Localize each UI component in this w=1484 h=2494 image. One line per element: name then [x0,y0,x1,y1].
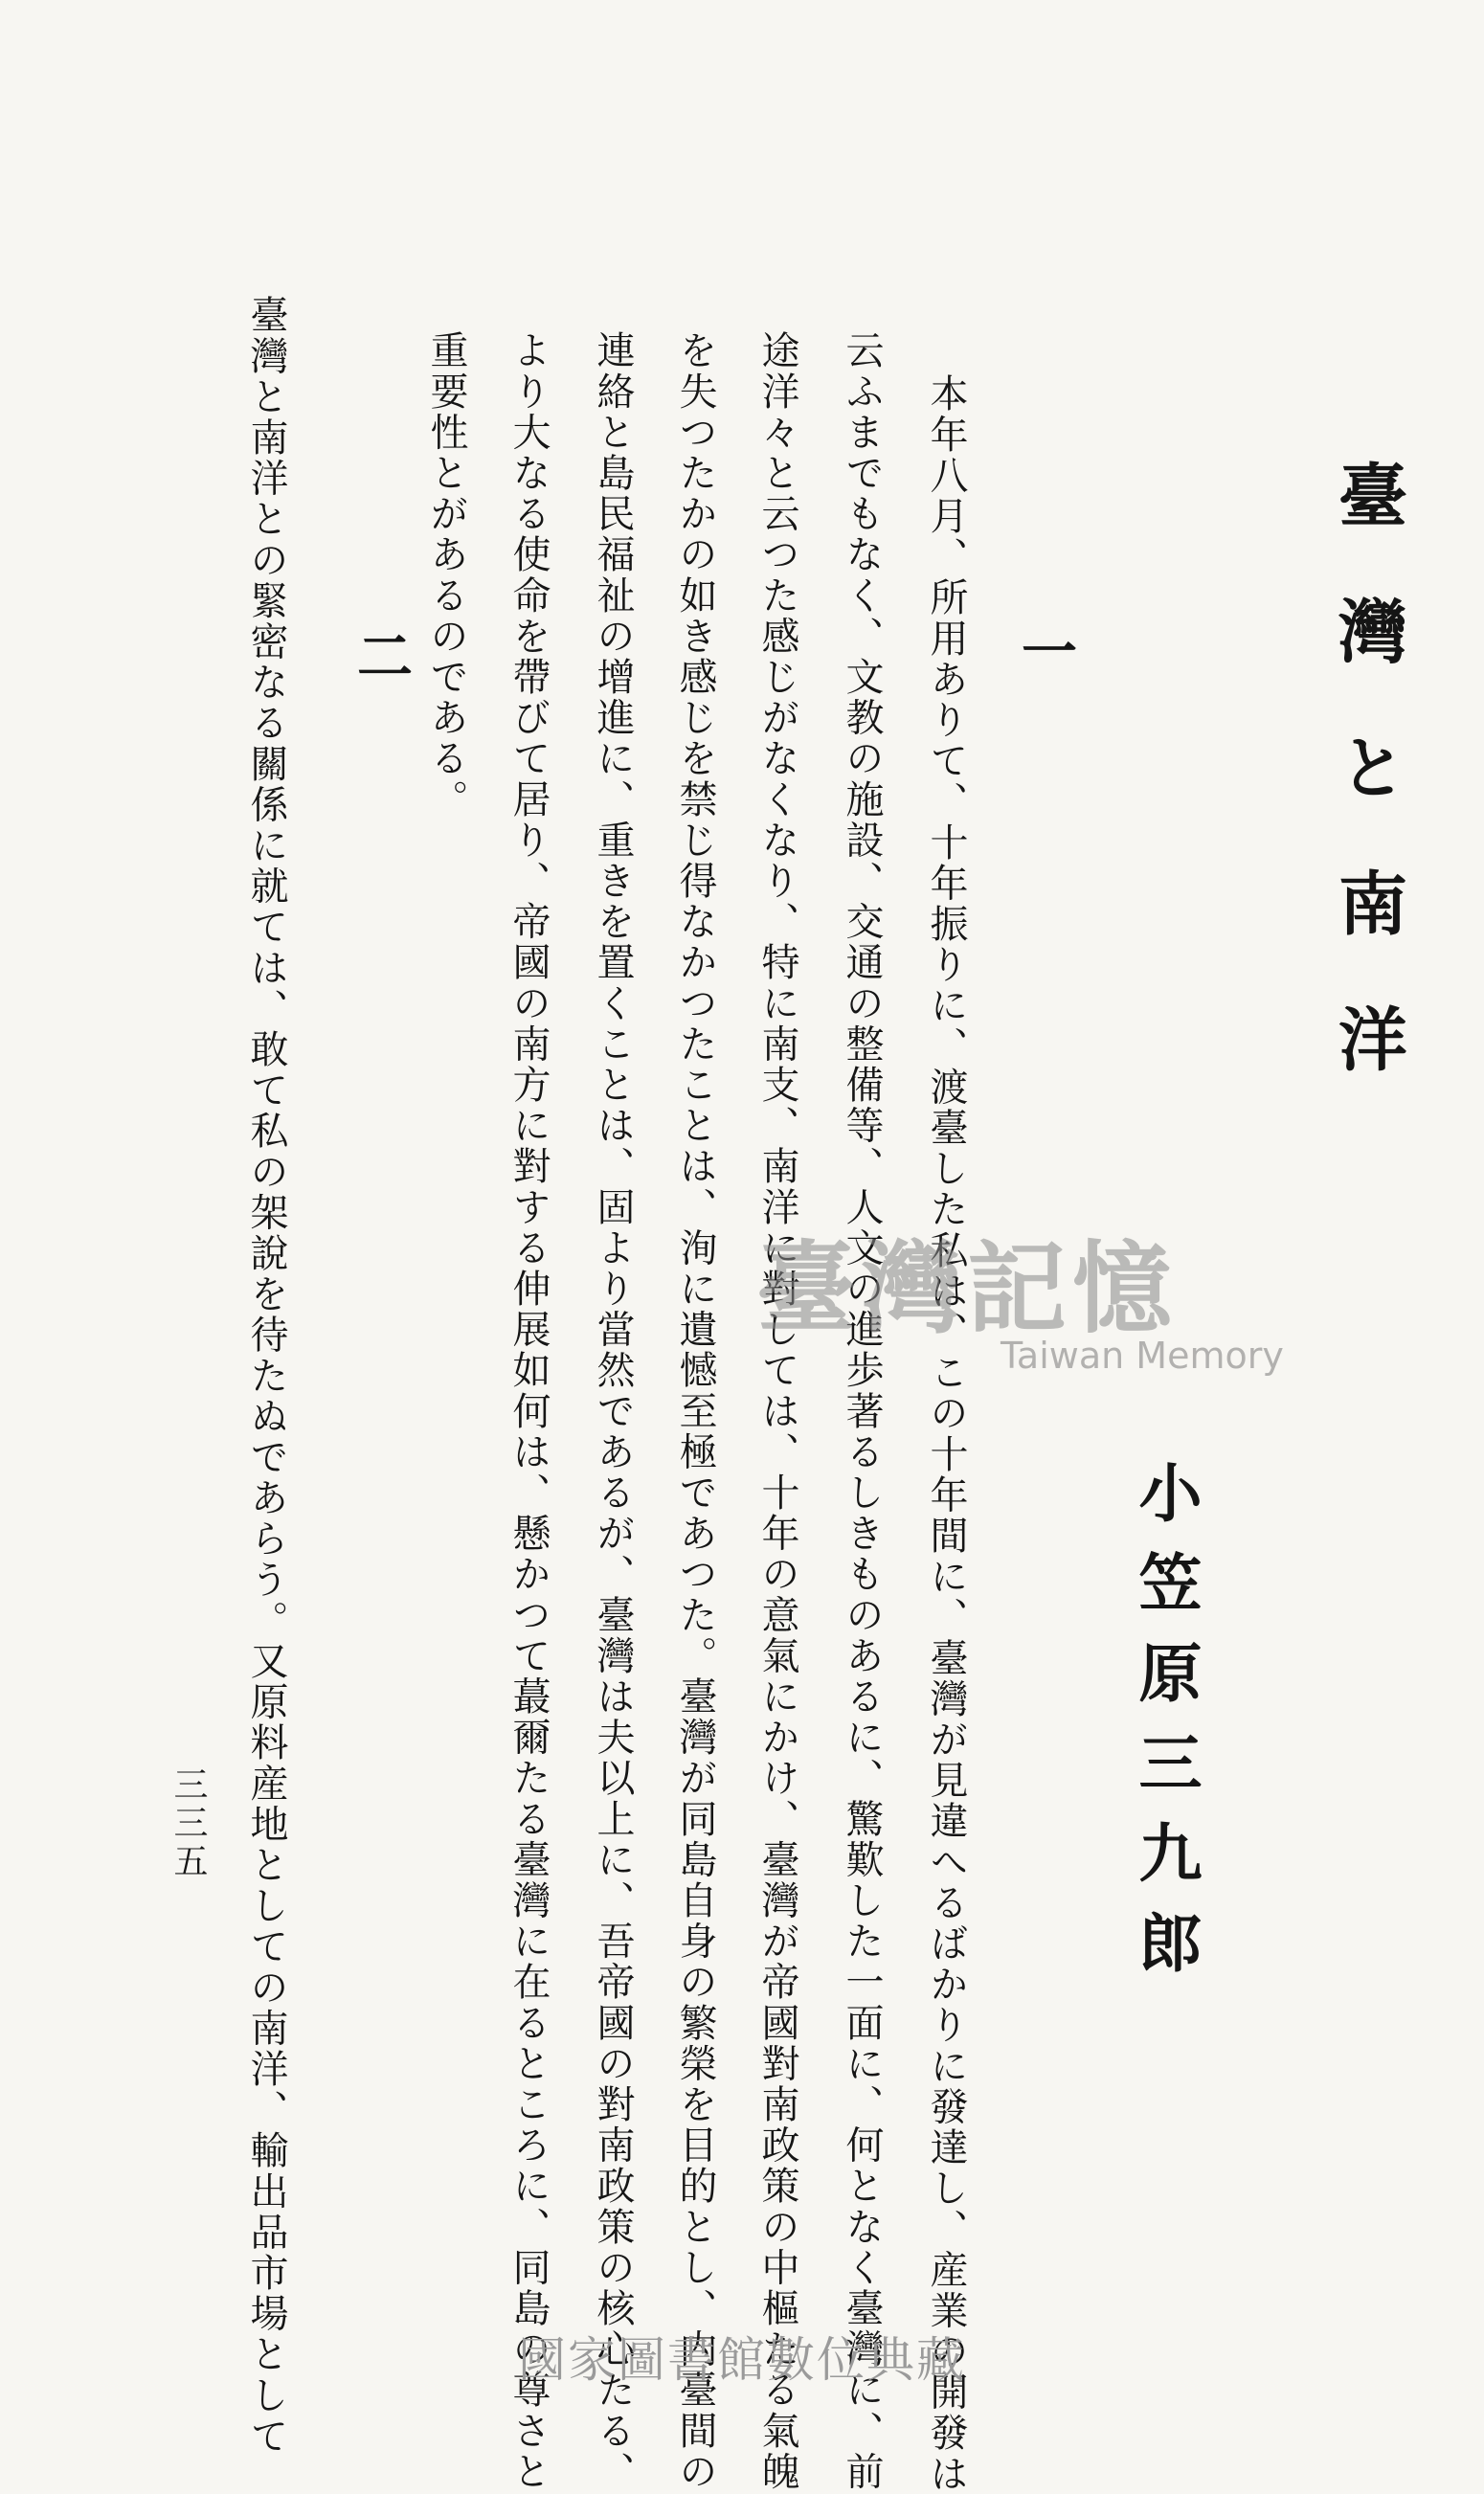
article-title: 臺灣と南洋 [1327,460,1408,1139]
watermark [756,1208,1284,1390]
body-line: 途洋々と云つた感じがなくなり、特に南支、南洋に對しては、十年の意氣にかけ、臺灣が帝國對南政策の中樞たる氣魄 [755,330,799,2492]
body-line: 本年八月、所用ありて、十年振りに、渡臺した私は、この十年間に、臺灣が見違へるばかりに發達し、産業の開發は [924,373,968,2494]
footer-archive-label: 國家圖書館數位典藏 [518,2332,966,2388]
watermark-latin-text: Taiwan Memory [1001,1335,1284,1377]
body-line: より大なる使命を帶びて居り、帝國の南方に對する伸展如何は、懸かつて蕞爾たる臺灣に在るところに、同島の尊さと [506,330,551,2492]
body-line: 重要性とがあるのである。 [424,330,468,820]
section-number-1: 一 [1012,622,1077,678]
page-number: 三三五 [169,1766,208,1881]
body-line: 臺灣と南洋との緊密なる關係に就ては、敢て私の架說を待たぬであらう。又原料産地としての南洋、輸出品市場として [244,295,288,2457]
body-line: 連絡と島民福祉の增進に、重きを置くことは、固より當然であるが、臺灣は夫以上に、吾帝國の對南政策の核心たる、 [591,330,635,2492]
watermark-logo-text: 臺灣記憶 [756,1230,1179,1347]
body-line: を失つたかの如き感じを禁じ得なかつたことは、洵に遺憾至極であつた。臺灣が同島自身の繁榮を目的とし、内臺間の [673,330,717,2492]
section-number-2: 二 [348,627,413,683]
author-name: 小笠原三九郎 [1128,1460,1203,2000]
body-line: 云ふまでもなく、文教の施設、交通の整備等、人文の進歩著るしきものあるに、驚歎した一面に、何となく臺灣に、前 [840,330,884,2492]
